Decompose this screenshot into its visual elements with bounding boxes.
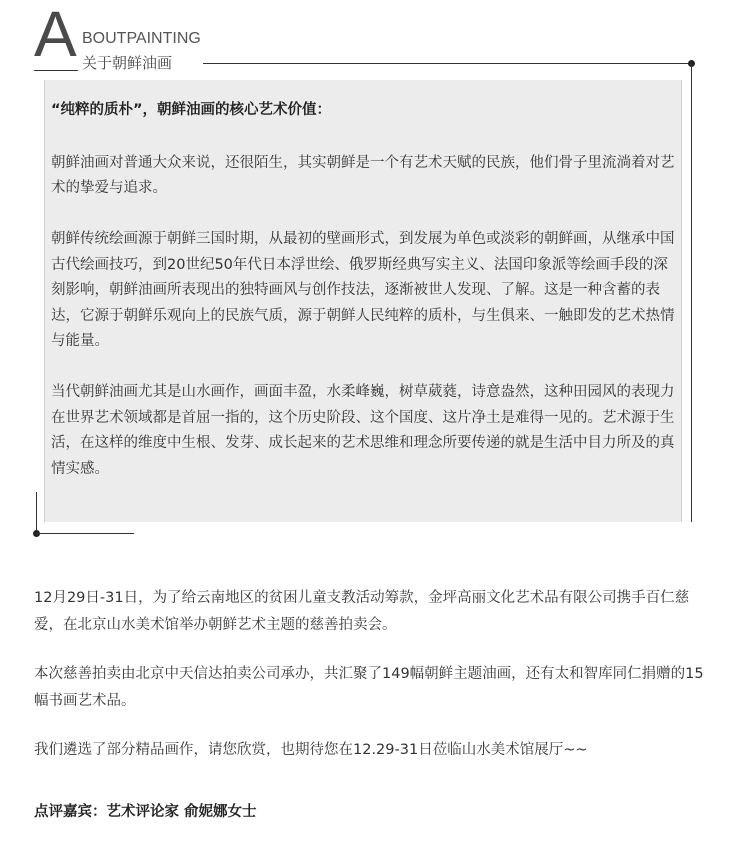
header-english-title: BOUTPAINTING [82, 30, 201, 47]
panel-paragraph: 朝鲜油画对普通大众来说，还很陌生，其实朝鲜是一个有艺术天赋的民族，他们骨子里流淌着对艺术的挚爱与追求。 [51, 154, 675, 196]
body-paragraph: 本次慈善拍卖由北京中天信达拍卖公司承办，共汇聚了149幅朝鲜主题油画，还有太和智库同仁捐赠的15幅书画艺术品。 [34, 666, 704, 709]
intro-panel-text [51, 98, 679, 508]
judge-credit: 点评嘉宾：艺术评论家 俞妮娜女士 [34, 804, 257, 820]
panel-paragraph: 当代朝鲜油画尤其是山水画作，画面丰盈，水柔峰巍，树草葳蕤，诗意盎然，这种田园风的表现力在世界艺术领域都是首屈一指的，这个历史阶段、这个国度、这片净土是难得一见的。艺术源于生活，在这样的维度中生根、发芽、成长起来的艺术思维和理念所要传递的就是生活中目力所及的真情实感。 [51, 384, 675, 477]
article-body [34, 585, 704, 848]
panel-paragraph: 朝鲜传统绘画源于朝鲜三国时期，从最初的壁画形式，到发展为单色或淡彩的朝鲜画，从继承中国古代绘画技巧，到20世纪50年代日本浮世绘、俄罗斯经典写实主义、法国印象派等绘画手段的深刻影响，朝鲜油画所表现出的独特画风与创作技法，逐渐被世人发现、了解。这是一种含蓄的表达，它源于朝鲜乐观向上的民族气质，源于朝鲜人民纯粹的质朴，与生俱来、一触即发的艺术热情与能量。 [51, 231, 675, 349]
body-paragraph: 我们遴选了部分精品画作，请您欣赏，也期待您在12.29-31日莅临山水美术馆展厅~~ [34, 742, 588, 758]
frame-bottom-line [36, 533, 134, 534]
body-paragraph: 12月29日-31日，为了给云南地区的贫困儿童支教活动筹款，金坪高丽文化艺术品有限公司携手百仁慈爱，在北京山水美术馆举办朝鲜艺术主题的慈善拍卖会。 [34, 590, 690, 633]
frame-right-line [691, 64, 692, 522]
header-chinese-title: 关于朝鲜油画 [82, 54, 173, 72]
header-rule-right [203, 63, 691, 64]
frame-left-line [36, 492, 37, 534]
header-rule [34, 70, 78, 71]
panel-heading: “纯粹的质朴”，朝鲜油画的核心艺术价值： [51, 102, 332, 118]
header-big-letter: A [34, 0, 75, 70]
